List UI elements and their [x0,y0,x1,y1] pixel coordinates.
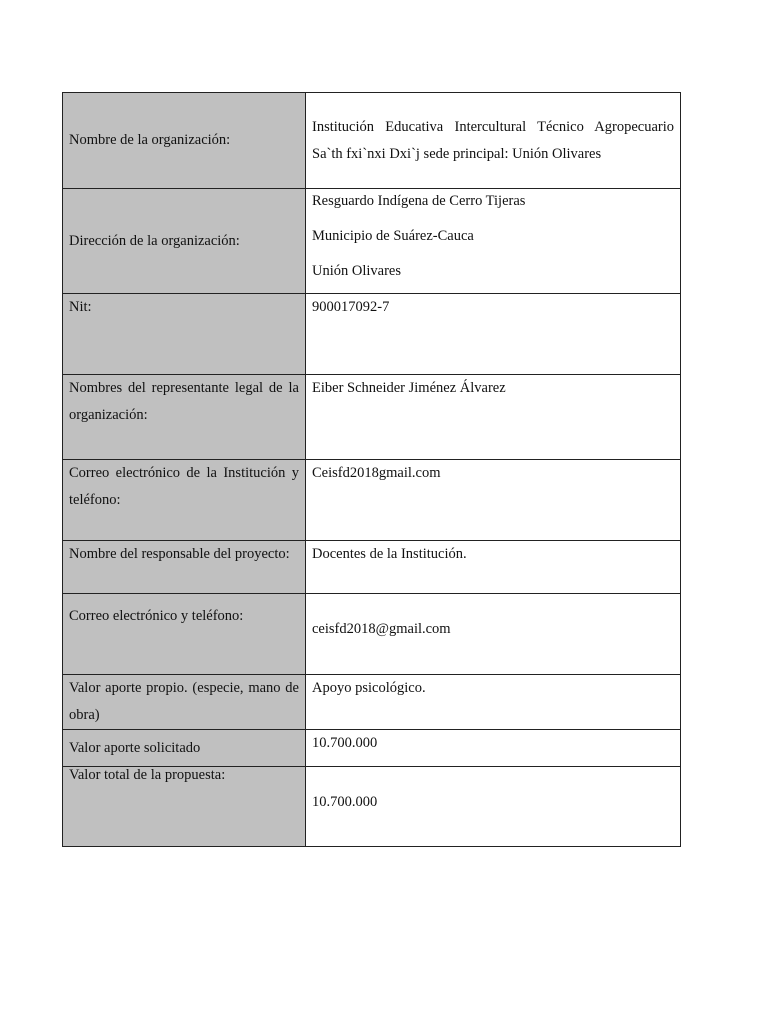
row-value-email-phone: ceisfd2018@gmail.com [306,594,681,675]
row-label-requested-contribution: Valor aporte solicitado [63,730,306,767]
row-label-organization-name: Nombre de la organización: [63,93,306,189]
table-row [63,460,681,541]
table-row [63,541,681,594]
table-row [63,675,681,730]
row-value-total-value: 10.700.000 [306,767,681,847]
table-row [63,375,681,460]
organization-info-table [62,92,681,847]
row-value-institution-email-phone: Ceisfd2018gmail.com [306,460,681,541]
row-value-project-responsible: Docentes de la Institución. [306,541,681,594]
row-value-own-contribution: Apoyo psicológico. [306,675,681,730]
table-row [63,93,681,189]
address-line: Unión Olivares [312,262,401,279]
address-line: Resguardo Indígena de Cerro Tijeras [312,193,526,209]
row-label-institution-email-phone: Correo electrónico de la Institución y teléfono: [63,460,306,541]
table-row [63,767,681,847]
organization-name-line: Institución Educativa Intercultural Técnico Agropecuario [312,118,674,135]
table-row [63,730,681,767]
row-label-legal-representative: Nombres del representante legal de la organización: [63,375,306,460]
table-row [63,189,681,294]
address-line: Municipio de Suárez-Cauca [312,228,474,244]
row-value-requested-contribution: 10.700.000 [306,730,681,767]
row-value-legal-representative: Eiber Schneider Jiménez Álvarez [306,375,681,460]
row-label-own-contribution: Valor aporte propio. (especie, mano de obra) [63,675,306,730]
organization-name-line: Sa`th fxi`nxi Dxi`j sede principal: Unión Olivares [312,145,602,162]
row-value-organization-name [306,93,681,189]
row-label-email-phone: Correo electrónico y teléfono: [63,594,306,675]
table-row [63,294,681,375]
row-label-project-responsible: Nombre del responsable del proyecto: [63,541,306,594]
row-value-organization-address [306,189,681,294]
row-value-nit: 900017092-7 [306,294,681,375]
row-label-total-value: Valor total de la propuesta: [63,767,306,847]
table-row [63,594,681,675]
row-label-nit: Nit: [63,294,306,375]
row-label-organization-address: Dirección de la organización: [63,189,306,294]
